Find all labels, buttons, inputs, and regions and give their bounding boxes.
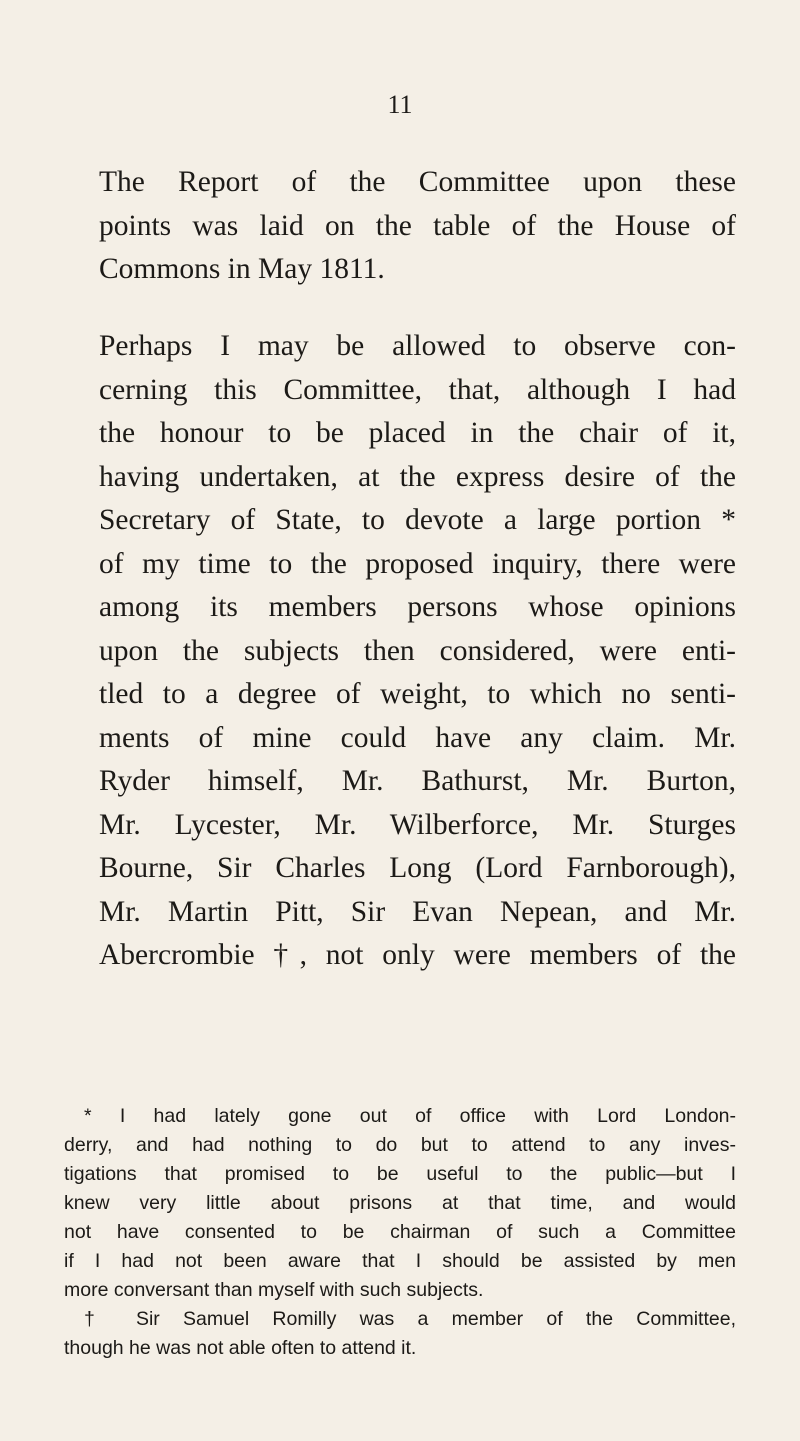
text-line: The Report of the Committee upon these xyxy=(99,166,736,198)
footnote-line: more conversant than myself with such subjects. xyxy=(64,1279,484,1301)
text-line: Mr. Martin Pitt, Sir Evan Nepean, and Mr. xyxy=(99,895,736,928)
text-line: the honour to be placed in the chair of it, xyxy=(99,417,736,449)
text-line: points was laid on the table of the House of xyxy=(99,209,736,242)
footnote-line: if I had not been aware that I should be assisted by men xyxy=(64,1250,736,1272)
text-line: cerning this Committee, that, although I had xyxy=(99,373,736,406)
footnote-line: † Sir Samuel Romilly was a member of the Committee, xyxy=(84,1308,736,1330)
footnotes xyxy=(64,1102,736,1363)
footnote-line: knew very little about prisons at that time, and would xyxy=(64,1192,736,1214)
text-line: Perhaps I may be allowed to observe con- xyxy=(99,330,736,362)
text-line: Secretary of State, to devote a large portion * xyxy=(99,504,736,536)
text-line: Commons in May 1811. xyxy=(99,253,385,285)
text-line: Abercrombie †, not only were members of the xyxy=(99,939,736,971)
page-number: 11 xyxy=(387,90,413,119)
text-line: of my time to the proposed inquiry, there were xyxy=(99,547,736,580)
paragraph-report xyxy=(64,161,736,292)
footnote-line: not have consented to be chairman of such a Committee xyxy=(64,1221,736,1243)
text-line: upon the subjects then considered, were enti- xyxy=(99,634,736,667)
text-line: tled to a degree of weight, to which no senti- xyxy=(99,678,736,710)
footnote-line: though he was not able often to attend it. xyxy=(64,1337,417,1359)
paragraph-committee xyxy=(64,325,736,978)
text-line: Mr. Lycester, Mr. Wilberforce, Mr. Sturges xyxy=(99,808,736,841)
footnote-line: derry, and had nothing to do but to attend to any inves- xyxy=(64,1134,736,1156)
text-line: among its members persons whose opinions xyxy=(99,591,736,623)
text-line: Ryder himself, Mr. Bathurst, Mr. Burton, xyxy=(99,765,736,797)
text-line: having undertaken, at the express desire of the xyxy=(99,460,736,493)
footnote-line: * I had lately gone out of office with Lord London- xyxy=(84,1105,736,1127)
footnote-line: tigations that promised to be useful to the public—but I xyxy=(64,1163,736,1185)
text-line: ments of mine could have any claim. Mr. xyxy=(99,721,736,754)
text-line: Bourne, Sir Charles Long (Lord Farnborough), xyxy=(99,852,736,884)
